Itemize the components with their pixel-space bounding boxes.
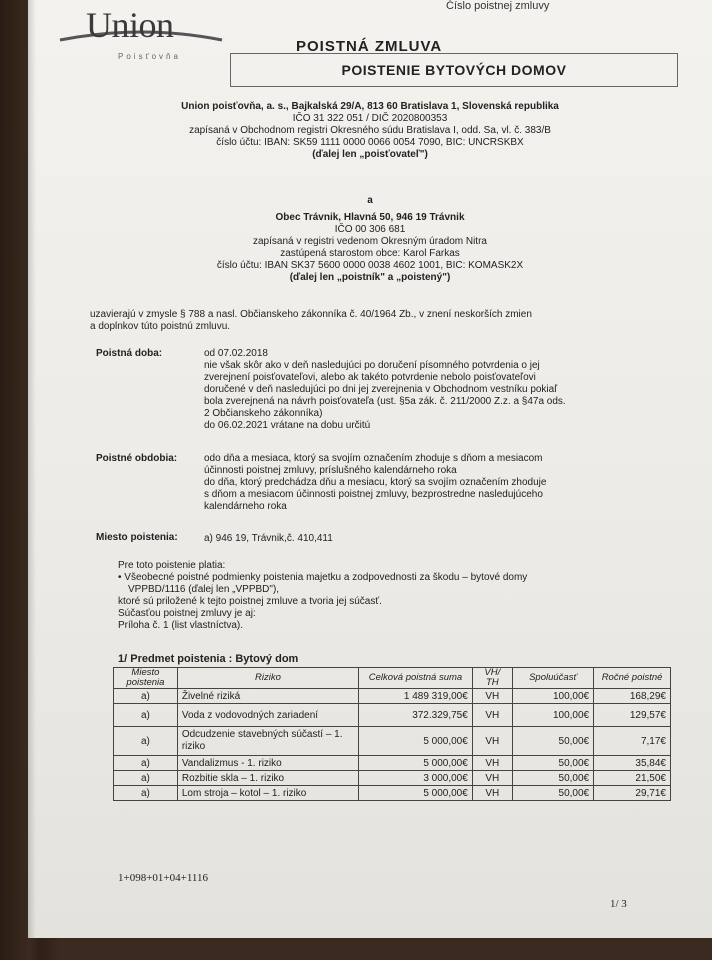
insurer-ico: IČO 31 322 051 / DIČ 2020800353 bbox=[292, 113, 448, 124]
cell-vhth: VH bbox=[472, 727, 512, 756]
cell-premium: 129,57€ bbox=[594, 704, 671, 727]
col-header: Ročné poistné bbox=[594, 668, 671, 689]
cell-vhth: VH bbox=[472, 704, 512, 727]
period-line: do 06.02.2021 vrátane na dobu určitú bbox=[204, 420, 371, 431]
cell-vhth: VH bbox=[472, 771, 512, 786]
table-row bbox=[114, 756, 671, 771]
cell-premium: 21,50€ bbox=[594, 771, 671, 786]
insurer-account: číslo účtu: IBAN: SK59 1111 0000 0066 0054 7090, BIC: UNCRSKBX bbox=[216, 137, 524, 148]
period-line: bola zverejnená na návrh poisťovateľa (ust. §5a zák. č. 211/2000 Z.z. a §47a ods. bbox=[204, 396, 566, 407]
period-line: doručené v deň nasledujúci po dni jej zverejnenia v Obchodnom vestníku pokiaľ bbox=[204, 384, 558, 395]
cell-sum: 1 489 319,00€ bbox=[359, 689, 473, 704]
cell-risk: Odcudzenie stavebných súčastí – 1. riziko bbox=[177, 727, 358, 756]
insurance-place-value: a) 946 19, Trávnik,č. 410,411 bbox=[204, 533, 333, 544]
cell-deductible: 50,00€ bbox=[512, 727, 593, 756]
terms-line: účinnosti poistnej zmluvy, príslušného kalendárneho roka bbox=[204, 465, 457, 476]
cell-deductible: 100,00€ bbox=[512, 704, 593, 727]
cell-premium: 7,17€ bbox=[594, 727, 671, 756]
insurance-terms-text bbox=[204, 453, 664, 513]
cell-place: a) bbox=[114, 704, 178, 727]
insured-alias: (ďalej len „poistník" a „poistený") bbox=[289, 272, 451, 283]
insured-mayor: zastúpená starostom obce: Karol Farkas bbox=[280, 248, 460, 259]
logo-subtext: Poisťovňa bbox=[118, 52, 181, 61]
conditions-block bbox=[118, 560, 666, 632]
section-heading: 1/ Predmet poistenia : Bytový dom bbox=[118, 653, 299, 665]
conditions-line: Príloha č. 1 (list vlastníctva). bbox=[118, 620, 244, 631]
insured-name: Obec Trávnik, Hlavná 50, 946 19 Trávnik bbox=[275, 212, 465, 223]
contract-number: Číslo poistnej zmluvy bbox=[446, 0, 550, 12]
terms-line: s dňom a mesiacom účinnosti poistnej zmluvy, bezprostredne nasledujúceho bbox=[204, 489, 543, 500]
insured-register: zapísaná v registri vedenom Okresným úradom Nitra bbox=[253, 236, 487, 247]
subtitle-box bbox=[230, 53, 678, 87]
col-header: Miesto poistenia bbox=[114, 668, 178, 689]
col-header: VH/ TH bbox=[472, 668, 512, 689]
intro-paragraph bbox=[90, 309, 665, 333]
table-header-row bbox=[114, 668, 671, 689]
intro-line-1: uzavierajú v zmysle § 788 a nasl. Občianskeho zákonníka č. 40/1964 Zb., v znení neskorších zmien bbox=[90, 309, 532, 320]
insurer-name: Union poisťovňa, a. s., Bajkalská 29/A, 813 60 Bratislava 1, Slovenská republika bbox=[181, 101, 559, 112]
table-row bbox=[114, 771, 671, 786]
insured-ico: IČO 00 306 681 bbox=[334, 224, 406, 235]
conditions-line: Pre toto poistenie platia: bbox=[118, 560, 226, 571]
table-row bbox=[114, 689, 671, 704]
insurer-block bbox=[28, 101, 712, 161]
insurance-period-label: Poistná doba: bbox=[96, 348, 163, 359]
period-line: 2 Občianskeho zákonníka) bbox=[204, 408, 323, 419]
cell-sum: 372.329,75€ bbox=[359, 704, 473, 727]
cell-vhth: VH bbox=[472, 786, 512, 801]
document-title: POISTNÁ ZMLUVA bbox=[296, 38, 443, 55]
cell-premium: 168,29€ bbox=[594, 689, 671, 704]
cell-risk: Voda z vodovodných zariadení bbox=[177, 704, 358, 727]
cell-premium: 29,71€ bbox=[594, 786, 671, 801]
cell-risk: Vandalizmus - 1. riziko bbox=[177, 756, 358, 771]
conditions-line: Súčasťou poistnej zmluvy je aj: bbox=[118, 608, 256, 619]
cell-sum: 5 000,00€ bbox=[359, 727, 473, 756]
cell-place: a) bbox=[114, 786, 178, 801]
cell-deductible: 50,00€ bbox=[512, 756, 593, 771]
conditions-line: ktoré sú priložené k tejto poistnej zmluve a tvoria jej súčasť. bbox=[118, 596, 382, 607]
col-header: Riziko bbox=[177, 668, 358, 689]
document-page bbox=[28, 0, 712, 938]
cell-premium: 35,84€ bbox=[594, 756, 671, 771]
cell-sum: 5 000,00€ bbox=[359, 786, 473, 801]
terms-line: do dňa, ktorý predchádza dňu a mesiacu, ktorý sa svojím označením zhoduje bbox=[204, 477, 547, 488]
cell-risk: Rozbitie skla – 1. riziko bbox=[177, 771, 358, 786]
insurance-period-text bbox=[204, 348, 664, 432]
table-row bbox=[114, 727, 671, 756]
cell-sum: 5 000,00€ bbox=[359, 756, 473, 771]
insurer-register: zapísaná v Obchodnom registri Okresného súdu Bratislava I, odd. Sa, vl. č. 383/B bbox=[189, 125, 551, 136]
conjunction: a bbox=[367, 195, 373, 206]
cell-vhth: VH bbox=[472, 689, 512, 704]
table-row bbox=[114, 704, 671, 727]
conditions-line: • Všeobecné poistné podmienky poistenia majetku a zodpovednosti za škodu – bytové domy bbox=[118, 572, 528, 583]
period-line: zverejnení poisťovateľovi, alebo ak takéto potvrdenie nebolo poisťovateľovi bbox=[204, 372, 536, 383]
col-header: Spoluúčasť bbox=[512, 668, 593, 689]
document-code: 1+098+01+04+1116 bbox=[118, 872, 208, 884]
logo-text: Union bbox=[86, 5, 174, 45]
conditions-line: VPPBD/1116 (ďalej len „VPPBD"), bbox=[128, 584, 280, 595]
period-line: od 07.02.2018 bbox=[204, 348, 268, 359]
insurer-alias: (ďalej len „poisťovateľ") bbox=[312, 149, 428, 160]
insured-block bbox=[28, 212, 712, 284]
table-row bbox=[114, 786, 671, 801]
intro-line-2: a doplnkov túto poistnú zmluvu. bbox=[90, 321, 231, 332]
insurance-terms-label: Poistné obdobia: bbox=[96, 453, 178, 464]
cell-vhth: VH bbox=[472, 756, 512, 771]
page-number: 1/ 3 bbox=[610, 898, 627, 910]
cell-place: a) bbox=[114, 727, 178, 756]
cell-sum: 3 000,00€ bbox=[359, 771, 473, 786]
insured-account: číslo účtu: IBAN SK37 5600 0000 0038 4602 1001, BIC: KOMASK2X bbox=[216, 260, 524, 271]
risks-table bbox=[113, 667, 671, 801]
cell-deductible: 50,00€ bbox=[512, 786, 593, 801]
cell-risk: Lom stroja – kotol – 1. riziko bbox=[177, 786, 358, 801]
cell-deductible: 100,00€ bbox=[512, 689, 593, 704]
period-line: nie však skôr ako v deň nasledujúci po doručení písomného potvrdenia o jej bbox=[204, 360, 540, 371]
insurance-place-label: Miesto poistenia: bbox=[96, 532, 178, 543]
terms-line: odo dňa a mesiaca, ktorý sa svojím označením zhoduje s dňom a mesiacom bbox=[204, 453, 543, 464]
document-subtitle: POISTENIE BYTOVÝCH DOMOV bbox=[341, 62, 567, 78]
cell-risk: Živelné riziká bbox=[177, 689, 358, 704]
col-header: Celková poistná suma bbox=[359, 668, 473, 689]
cell-place: a) bbox=[114, 771, 178, 786]
cell-place: a) bbox=[114, 756, 178, 771]
cell-deductible: 50,00€ bbox=[512, 771, 593, 786]
cell-place: a) bbox=[114, 689, 178, 704]
terms-line: kalendárneho roka bbox=[204, 501, 287, 512]
